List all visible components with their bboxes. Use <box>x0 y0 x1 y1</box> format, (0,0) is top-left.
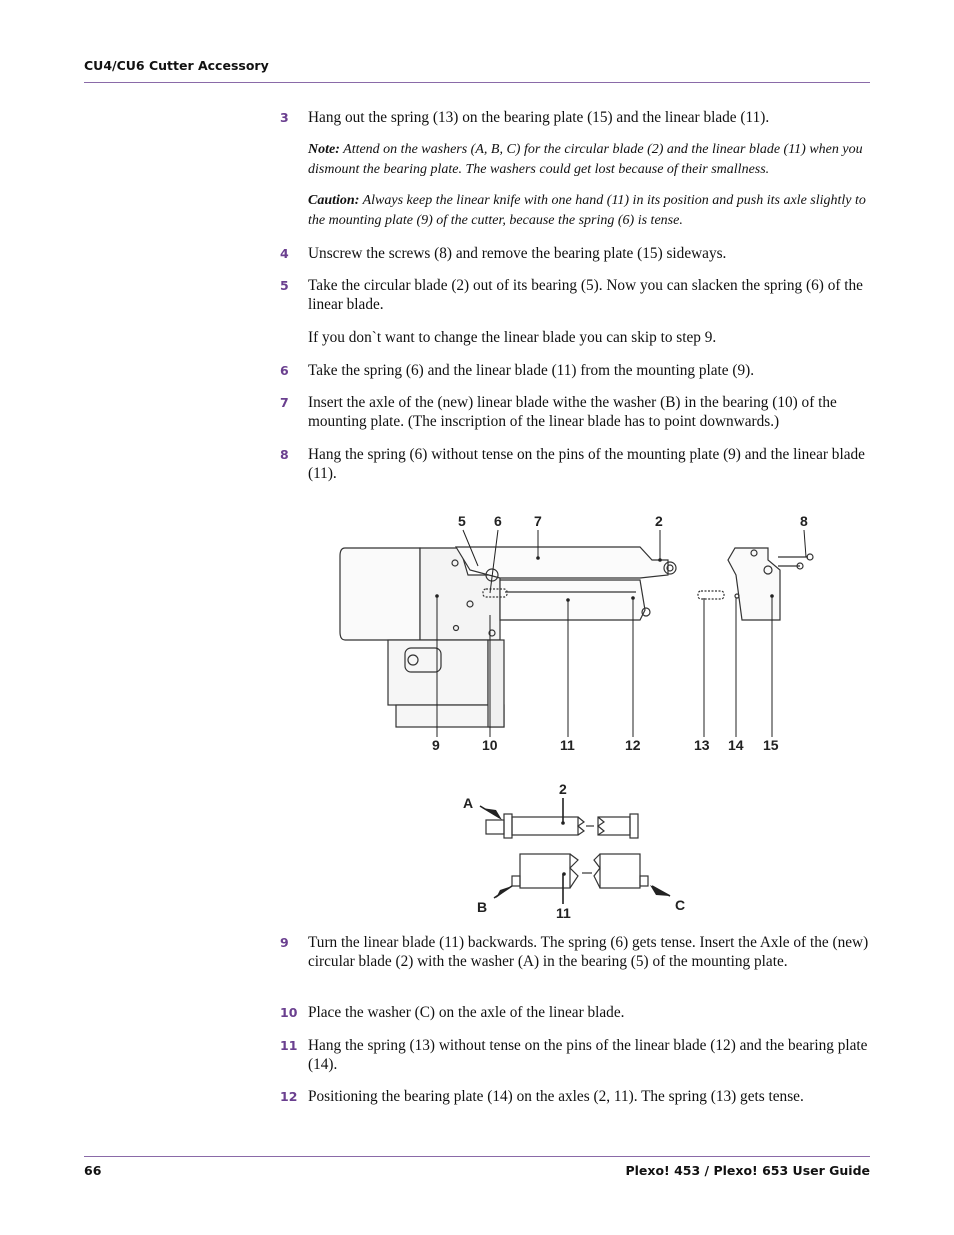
step-text: Unscrew the screws (8) and remove the bearing plate (15) sideways. <box>308 245 727 262</box>
step-number: 6 <box>280 363 289 378</box>
step-number: 8 <box>280 447 289 462</box>
label-10: 10 <box>482 737 498 753</box>
label-C: C <box>675 897 686 913</box>
step-text: Take the circular blade (2) out of its bearing (5). Now you can slacken the spring (6) of the linear blade. <box>308 277 863 313</box>
step-text: Hang the spring (13) without tense on the pins of the linear blade (12) and the bearing plate (14). <box>308 1037 868 1073</box>
step-9 <box>280 933 870 971</box>
step-11 <box>280 1036 870 1074</box>
label-11: 11 <box>560 737 575 753</box>
label-15: 15 <box>763 737 779 753</box>
guide-title: Plexo! 453 / Plexo! 653 User Guide <box>625 1163 870 1178</box>
skip-note: If you don`t want to change the linear blade you can skip to step 9. <box>308 329 717 346</box>
caution-text: Always keep the linear knife with one hand (11) in its position and push its axle slightly to the mounting plate (9) of the cutter, because the spring (6) is tense. <box>308 193 866 228</box>
note-text: Attend on the washers (A, B, C) for the circular blade (2) and the linear blade (11) when you dismount the bearing plate. The washers could get lost because of their smallness. <box>308 142 863 177</box>
footer-rule <box>84 1156 870 1157</box>
step-number: 11 <box>280 1038 298 1053</box>
step-text: Turn the linear blade (11) backwards. The spring (6) gets tense. Insert the Axle of the (new) circular blade (2) with the washer (A) in the bearing (5) of the mounting plate. <box>308 934 869 970</box>
label-12: 12 <box>625 737 641 753</box>
label-9: 9 <box>432 737 440 753</box>
step-text: Positioning the bearing plate (14) on the axles (2, 11). The spring (13) gets tense. <box>308 1088 804 1105</box>
step-number: 10 <box>280 1005 298 1020</box>
label-14: 14 <box>728 737 744 753</box>
step-number: 12 <box>280 1089 298 1104</box>
label-2b: 2 <box>559 781 567 797</box>
step-number: 7 <box>280 395 289 410</box>
label-13: 13 <box>694 737 710 753</box>
step-text: Hang out the spring (13) on the bearing plate (15) and the linear blade (11). <box>308 109 770 126</box>
label-2: 2 <box>655 513 663 529</box>
step-text: Insert the axle of the (new) linear blade withe the washer (B) in the bearing (10) of the mounting plate. (The inscription of the linear blade has to point downwards.) <box>308 394 837 430</box>
step-10 <box>280 1003 870 1022</box>
label-B: B <box>477 899 488 915</box>
page-number: 66 <box>84 1163 102 1178</box>
label-11b: 11 <box>556 905 571 921</box>
caution-label: Caution: <box>308 193 360 208</box>
step-number: 3 <box>280 110 289 125</box>
step-text: Place the washer (C) on the axle of the linear blade. <box>308 1004 625 1021</box>
step-12 <box>280 1087 870 1106</box>
running-header: CU4/CU6 Cutter Accessory <box>84 58 269 73</box>
label-5: 5 <box>458 513 466 529</box>
step-number: 9 <box>280 935 289 950</box>
label-8: 8 <box>800 513 808 529</box>
washer-detail-figure <box>486 814 648 888</box>
step-text: Take the spring (6) and the linear blade (11) from the mounting plate (9). <box>308 362 755 379</box>
step-number: 4 <box>280 246 289 261</box>
label-A: A <box>463 795 474 811</box>
label-7: 7 <box>534 513 542 529</box>
note-label: Note: <box>308 142 340 157</box>
step-number: 5 <box>280 278 289 293</box>
label-6: 6 <box>494 513 502 529</box>
step-text: Hang the spring (6) without tense on the pins of the mounting plate (9) and the linear blade (11). <box>308 446 865 482</box>
